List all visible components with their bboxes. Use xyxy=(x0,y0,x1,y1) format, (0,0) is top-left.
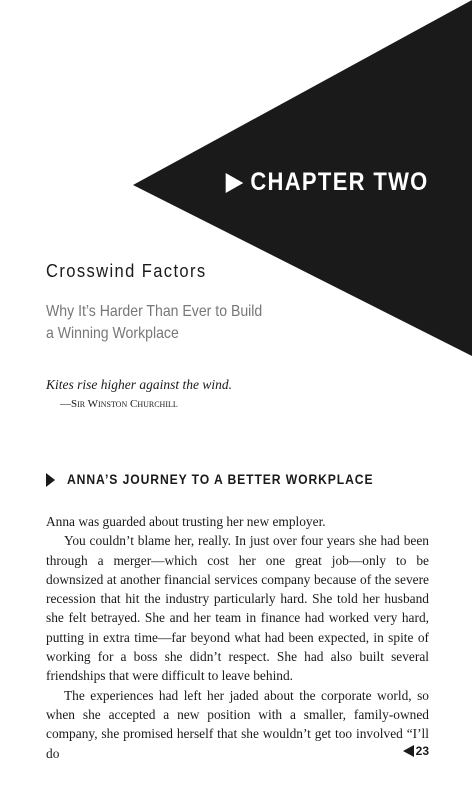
page-number xyxy=(403,744,429,758)
page-arrow-icon xyxy=(403,745,414,757)
body-paragraph: Anna was guarded about trusting her new employer. xyxy=(46,514,326,529)
chapter-label-text: CHAPTER TWO xyxy=(250,168,429,196)
chapter-label xyxy=(226,168,429,197)
section-heading xyxy=(46,472,408,487)
body-paragraph: The experiences had left her jaded about the corporate world, so when she accepted a new position with a smaller, family-owned company, she promised herself that she wouldn’t get too involved “I’ll do xyxy=(46,687,429,761)
epigraph-attribution xyxy=(60,398,178,410)
body-text xyxy=(46,512,429,763)
epigraph-quote: Kites rise higher against the wind. xyxy=(46,377,233,392)
epigraph-attribution-text: —Sir Winston Churchill xyxy=(60,398,178,410)
body-paragraph: You couldn’t blame her, really. In just over four years she had been through a merger—which cost her one great job—only to be downsized at another financial services company because of the severe recession that hit the industry particularly hard. She told her husband she felt betrayed. She and her team in finance had worked very hard, putting in extra time—far beyond what had been expected, in spite of working for a boss she didn’t respect. She had also built several friendships that were difficult to leave behind. xyxy=(46,533,429,684)
play-arrow-icon xyxy=(46,473,55,487)
play-arrow-icon xyxy=(226,173,244,193)
page-number-text: 23 xyxy=(415,744,429,758)
chapter-subtitle: Why It’s Harder Than Ever to Build a Winning Workplace xyxy=(46,303,263,342)
chapter-title: Crosswind Factors xyxy=(46,261,207,281)
section-title: ANNA’S JOURNEY TO A BETTER WORKPLACE xyxy=(67,472,374,487)
